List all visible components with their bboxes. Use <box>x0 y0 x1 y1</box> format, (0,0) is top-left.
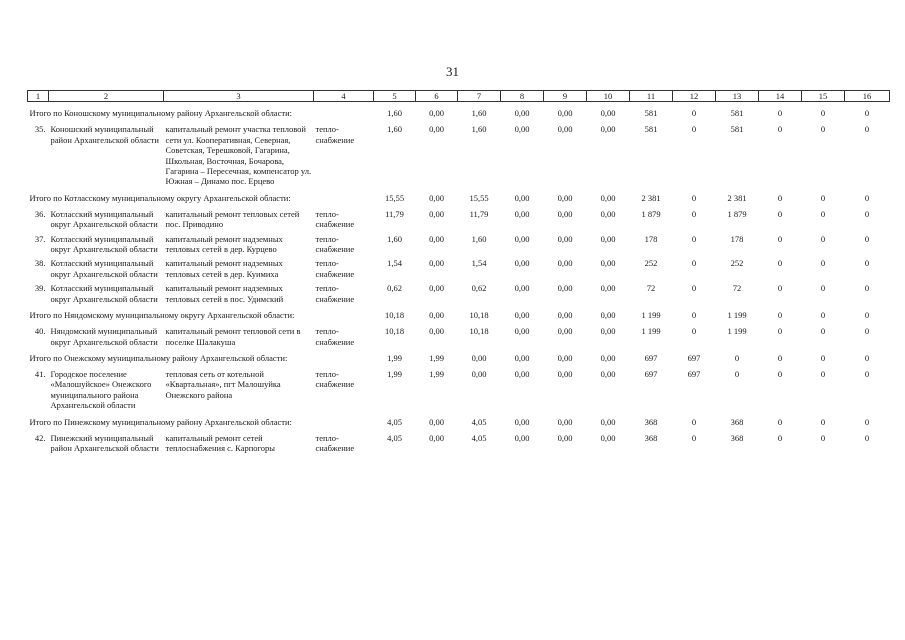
value-cell: 0,00 <box>514 432 530 443</box>
total-label: Итого по Коношскому муниципальному району Архангельской области: <box>29 108 292 119</box>
value-cell: 0,00 <box>471 368 487 379</box>
work-kind: тепло-снабжение <box>315 283 355 304</box>
value-cell: 0,00 <box>514 283 530 294</box>
value-cell: 0,00 <box>514 208 530 219</box>
value-cell: 11,79 <box>469 208 489 219</box>
value-cell: 0 <box>820 233 826 244</box>
value-cell: 0,00 <box>557 258 573 269</box>
value-cell: 4,05 <box>471 416 487 427</box>
value-cell: 0,00 <box>514 124 530 135</box>
value-cell: 0,00 <box>600 432 616 443</box>
table-header-row <box>28 91 890 102</box>
value-cell: 0,00 <box>514 416 530 427</box>
value-cell: 10,18 <box>469 326 489 337</box>
value-cell: 0,00 <box>514 192 530 203</box>
value-cell: 0 <box>864 352 870 363</box>
header-cell: 12 <box>673 91 716 102</box>
value-cell: 1,54 <box>471 258 487 269</box>
value-cell: 0 <box>777 432 783 443</box>
value-cell: 697 <box>687 368 701 379</box>
work-kind: тепло-снабжение <box>315 258 355 279</box>
value-cell: 0,00 <box>557 208 573 219</box>
entity-name: Пинежский муниципальный район Архангельской области <box>50 432 159 453</box>
value-cell: 0 <box>777 108 783 119</box>
work-kind: тепло-снабжение <box>315 124 355 145</box>
value-cell: 1,60 <box>387 233 402 244</box>
total-label: Итого по Няндомскому муниципальному округу Архангельской области: <box>29 310 295 321</box>
value-cell: 0,62 <box>387 283 402 294</box>
total-row <box>28 411 890 429</box>
value-cell: 0,00 <box>471 352 487 363</box>
value-cell: 1 879 <box>727 208 747 219</box>
header-cell: 4 <box>314 91 374 102</box>
value-cell: 0,00 <box>557 192 573 203</box>
value-cell: 0,00 <box>600 233 616 244</box>
value-cell: 697 <box>644 352 658 363</box>
value-cell: 0 <box>777 208 783 219</box>
total-label: Итого по Котласскому муниципальному округу Архангельской области: <box>29 192 291 203</box>
value-cell: 0,00 <box>514 368 530 379</box>
header-cell: 1 <box>28 91 49 102</box>
value-cell: 0 <box>777 124 783 135</box>
value-cell: 368 <box>730 416 744 427</box>
value-cell: 0 <box>691 326 697 337</box>
value-cell: 1 199 <box>727 310 747 321</box>
value-cell: 0 <box>691 310 697 321</box>
value-cell: 4,05 <box>471 432 487 443</box>
value-cell: 0,00 <box>429 432 444 443</box>
row-number: 35. <box>34 124 46 135</box>
header-cell: 14 <box>759 91 802 102</box>
value-cell: 0 <box>691 258 697 269</box>
header-cell: 9 <box>544 91 587 102</box>
value-cell: 0,00 <box>557 432 573 443</box>
value-cell: 0,00 <box>429 208 444 219</box>
value-cell: 0,00 <box>429 233 444 244</box>
value-cell: 0,00 <box>600 283 616 294</box>
value-cell: 0 <box>734 352 740 363</box>
value-cell: 0 <box>691 432 697 443</box>
value-cell: 0,00 <box>600 352 616 363</box>
value-cell: 0 <box>691 416 697 427</box>
value-cell: 0,00 <box>557 352 573 363</box>
value-cell: 0 <box>864 233 870 244</box>
value-cell: 0 <box>820 432 826 443</box>
work-description: тепловая сеть от котельной «Квартальная», пгт Малошуйка Онежского района <box>165 368 281 400</box>
value-cell: 0,00 <box>557 283 573 294</box>
work-description: капитальный ремонт сетей теплоснабжения с. Карпогоры <box>165 432 275 453</box>
value-cell: 368 <box>644 416 658 427</box>
value-cell: 0,00 <box>429 108 444 119</box>
work-description: капитальный ремонт тепловых сетей пос. Приводино <box>165 208 300 230</box>
value-cell: 0 <box>864 368 870 379</box>
total-label: Итого по Онежскому муниципальному району Архангельской области: <box>29 352 288 363</box>
value-cell: 0 <box>777 233 783 244</box>
work-kind: тепло-снабжение <box>315 432 355 453</box>
value-cell: 581 <box>730 108 744 119</box>
value-cell: 2 381 <box>641 192 661 203</box>
value-cell: 0,00 <box>600 326 616 337</box>
value-cell: 0,00 <box>600 310 616 321</box>
value-cell: 0 <box>777 258 783 269</box>
value-cell: 0,00 <box>557 233 573 244</box>
value-cell: 697 <box>687 352 701 363</box>
value-cell: 15,55 <box>469 192 489 203</box>
row-number: 39. <box>34 283 46 294</box>
value-cell: 0 <box>864 432 870 443</box>
entity-name: Городское поселение «Малошуйское» Онежского муниципального района Архангельской области <box>50 368 152 411</box>
header-cell: 16 <box>845 91 890 102</box>
table-row <box>28 279 890 304</box>
value-cell: 0,00 <box>514 258 530 269</box>
value-cell: 0 <box>820 258 826 269</box>
row-number: 40. <box>34 326 46 337</box>
header-cell: 10 <box>587 91 630 102</box>
value-cell: 0,00 <box>600 416 616 427</box>
value-cell: 1,99 <box>387 352 402 363</box>
value-cell: 0 <box>820 124 826 135</box>
value-cell: 1,99 <box>429 368 444 379</box>
value-cell: 178 <box>644 233 658 244</box>
value-cell: 4,05 <box>387 432 402 443</box>
value-cell: 0 <box>691 124 697 135</box>
value-cell: 72 <box>646 283 656 294</box>
value-cell: 2 381 <box>727 192 747 203</box>
value-cell: 10,18 <box>469 310 489 321</box>
value-cell: 0 <box>864 124 870 135</box>
entity-name: Няндомский муниципальный округ Архангельской области <box>50 326 158 347</box>
total-row <box>28 102 890 121</box>
value-cell: 0 <box>864 258 870 269</box>
value-cell: 0 <box>864 283 870 294</box>
work-description: капитальный ремонт надземных тепловых сетей в дер. Куимиха <box>165 258 283 279</box>
value-cell: 0,00 <box>514 352 530 363</box>
value-cell: 0,00 <box>429 326 444 337</box>
value-cell: 0 <box>820 208 826 219</box>
value-cell: 0,00 <box>557 124 573 135</box>
header-cell: 7 <box>458 91 501 102</box>
value-cell: 0 <box>777 283 783 294</box>
value-cell: 0,00 <box>429 124 444 135</box>
value-cell: 0 <box>820 326 826 337</box>
value-cell: 10,18 <box>384 326 405 337</box>
value-cell: 11,79 <box>385 208 404 219</box>
work-kind: тепло-снабжение <box>315 326 355 347</box>
table-row <box>28 322 890 347</box>
header-cell: 11 <box>630 91 673 102</box>
value-cell: 0,00 <box>600 208 616 219</box>
data-table <box>27 90 890 453</box>
value-cell: 0 <box>864 326 870 337</box>
value-cell: 4,05 <box>387 416 402 427</box>
value-cell: 1,60 <box>471 108 487 119</box>
value-cell: 0 <box>777 326 783 337</box>
value-cell: 1 199 <box>641 310 661 321</box>
value-cell: 368 <box>644 432 658 443</box>
value-cell: 0,00 <box>557 310 573 321</box>
value-cell: 0 <box>864 416 870 427</box>
value-cell: 581 <box>644 124 658 135</box>
value-cell: 0 <box>777 416 783 427</box>
table-row <box>28 254 890 279</box>
value-cell: 0 <box>820 352 826 363</box>
value-cell: 1,99 <box>387 368 402 379</box>
value-cell: 1,99 <box>429 352 444 363</box>
value-cell: 1,60 <box>387 124 402 135</box>
value-cell: 0 <box>864 208 870 219</box>
value-cell: 1,60 <box>387 108 402 119</box>
entity-name: Котласский муниципальный округ Архангельской области <box>50 233 158 255</box>
work-kind: тепло-снабжение <box>315 208 355 230</box>
row-number: 37. <box>34 233 46 244</box>
value-cell: 0 <box>820 192 826 203</box>
value-cell: 0 <box>820 368 826 379</box>
value-cell: 0 <box>864 108 870 119</box>
value-cell: 252 <box>644 258 658 269</box>
table-row <box>28 205 890 230</box>
header-cell: 2 <box>49 91 164 102</box>
work-description: капитальный ремонт участка тепловой сети ул. Кооперативная, Северная, Советская, Терешковой, Гагарина, Школьная, Восточная, Бочарова, Гагарина – Пересечная, компенсатор ул. Южная – Динамо пос. Ерцево <box>165 124 312 187</box>
value-cell: 697 <box>644 368 658 379</box>
value-cell: 0,00 <box>600 124 616 135</box>
value-cell: 0,00 <box>600 368 616 379</box>
work-description: капитальный ремонт тепловой сети в поселке Шалакуша <box>165 326 301 347</box>
work-description: капитальный ремонт надземных тепловых сетей в дер. Курцево <box>165 233 283 255</box>
value-cell: 0,00 <box>600 258 616 269</box>
total-row <box>28 347 890 365</box>
value-cell: 0,00 <box>557 416 573 427</box>
value-cell: 0,00 <box>429 192 444 203</box>
value-cell: 15,55 <box>384 192 405 203</box>
value-cell: 1 879 <box>641 208 661 219</box>
value-cell: 0,00 <box>514 233 530 244</box>
value-cell: 0 <box>777 352 783 363</box>
total-label: Итого по Пинежскому муниципальному району Архангельской области: <box>29 416 292 427</box>
header-cell: 8 <box>501 91 544 102</box>
value-cell: 10,18 <box>384 310 405 321</box>
value-cell: 0,00 <box>557 326 573 337</box>
value-cell: 0 <box>820 416 826 427</box>
value-cell: 0 <box>691 208 697 219</box>
value-cell: 0,00 <box>429 416 444 427</box>
header-cell: 5 <box>374 91 416 102</box>
value-cell: 0,00 <box>557 108 573 119</box>
value-cell: 368 <box>730 432 744 443</box>
value-cell: 0 <box>777 310 783 321</box>
value-cell: 0 <box>820 283 826 294</box>
table-row <box>28 429 890 454</box>
header-cell: 13 <box>716 91 759 102</box>
row-number: 41. <box>34 368 46 379</box>
value-cell: 1,60 <box>471 124 487 135</box>
value-cell: 1 199 <box>641 326 661 337</box>
table-row <box>28 230 890 255</box>
value-cell: 0,00 <box>600 192 616 203</box>
total-row <box>28 187 890 205</box>
table-row <box>28 120 890 186</box>
value-cell: 0,00 <box>514 326 530 337</box>
value-cell: 581 <box>730 124 744 135</box>
entity-name: Коношский муниципальный район Архангельской области <box>50 124 159 145</box>
entity-name: Котласский муниципальный округ Архангельской области <box>50 283 158 304</box>
header-cell: 3 <box>164 91 314 102</box>
value-cell: 252 <box>730 258 744 269</box>
value-cell: 1,60 <box>471 233 487 244</box>
value-cell: 0,00 <box>557 368 573 379</box>
table-row <box>28 365 890 411</box>
entity-name: Котласский муниципальный округ Архангельской области <box>50 258 158 279</box>
value-cell: 581 <box>644 108 658 119</box>
value-cell: 0 <box>864 192 870 203</box>
value-cell: 0 <box>864 310 870 321</box>
value-cell: 0 <box>777 192 783 203</box>
value-cell: 0 <box>691 192 697 203</box>
value-cell: 0 <box>691 108 697 119</box>
value-cell: 0 <box>820 108 826 119</box>
value-cell: 0,00 <box>600 108 616 119</box>
value-cell: 0,00 <box>429 258 444 269</box>
value-cell: 0,62 <box>471 283 487 294</box>
value-cell: 0,00 <box>429 310 444 321</box>
value-cell: 0 <box>777 368 783 379</box>
work-description: капитальный ремонт надземных тепловых сетей в пос. Удимский <box>165 283 284 304</box>
value-cell: 0 <box>691 283 697 294</box>
row-number: 36. <box>34 208 46 219</box>
header-cell: 6 <box>416 91 458 102</box>
value-cell: 178 <box>730 233 744 244</box>
value-cell: 0 <box>734 368 740 379</box>
entity-name: Котласский муниципальный округ Архангельской области <box>50 208 158 230</box>
value-cell: 1 199 <box>727 326 747 337</box>
value-cell: 0,00 <box>514 310 530 321</box>
work-kind: тепло-снабжение <box>315 368 355 390</box>
value-cell: 0 <box>820 310 826 321</box>
value-cell: 72 <box>732 283 742 294</box>
value-cell: 0,00 <box>514 108 530 119</box>
row-number: 42. <box>34 432 46 443</box>
value-cell: 0,00 <box>429 283 444 294</box>
value-cell: 0 <box>691 233 697 244</box>
page-number: 31 <box>446 64 459 79</box>
total-row <box>28 304 890 322</box>
value-cell: 1,54 <box>387 258 402 269</box>
work-kind: тепло-снабжение <box>315 233 355 255</box>
row-number: 38. <box>34 258 46 269</box>
header-cell: 15 <box>802 91 845 102</box>
